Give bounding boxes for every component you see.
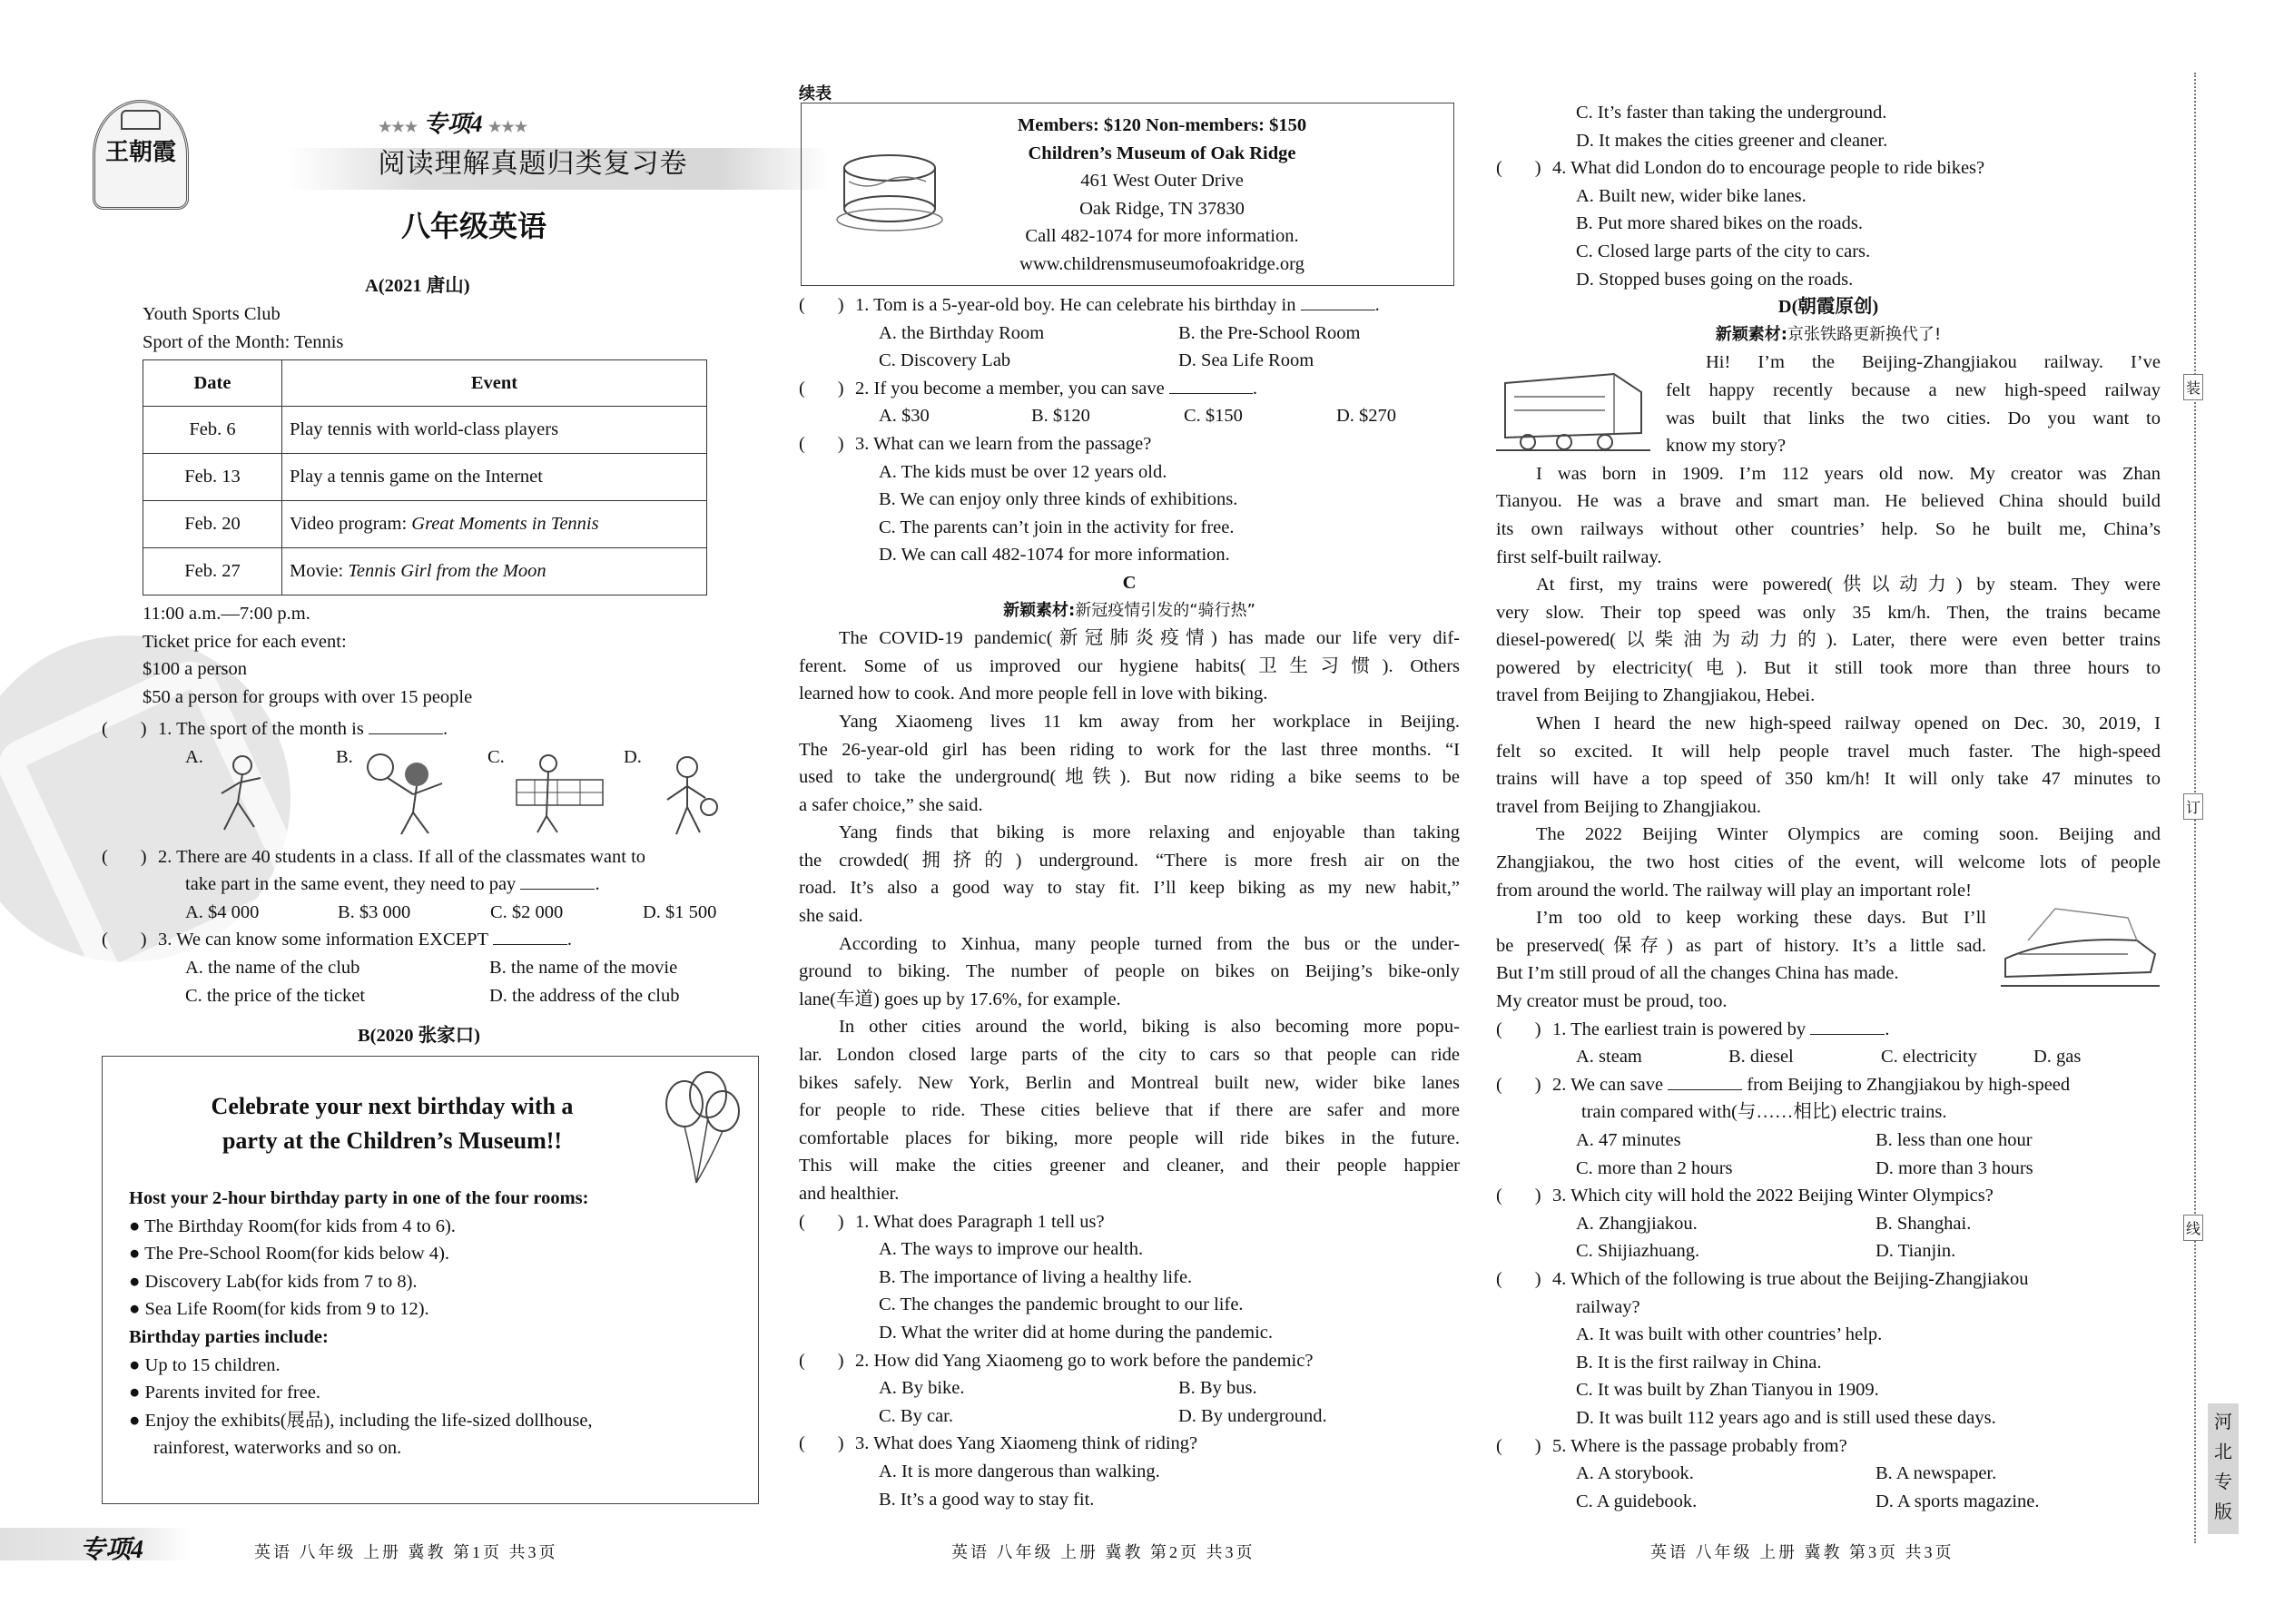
museum-info (926, 112, 1398, 279)
table-cell: Feb. 20 (143, 501, 282, 548)
option: D. It makes the cities greener and cleaner. (1576, 130, 1888, 151)
museum-phone: Call 482-1074 for more information. (1025, 226, 1299, 247)
option-c-label: C. (487, 746, 505, 767)
options: A. the Birthday Room B. the Pre-School Room (879, 322, 1361, 343)
option: A. Built new, wider bike lanes. (1576, 185, 1807, 206)
question-a1: ( ) 1. The sport of the month is . (102, 715, 760, 743)
include-item: ● Enjoy the exhibits(展品), including the life-sized dollhouse, (129, 1410, 593, 1431)
options: A. Zhangjiakou. B. Shanghai. (1576, 1213, 1972, 1234)
table-cell: Feb. 27 (143, 548, 282, 595)
table-header: Date (143, 360, 282, 407)
include-item: ● Parents invited for free. (129, 1383, 321, 1403)
include-item: ● Up to 15 children. (129, 1354, 281, 1375)
passage-c-p1: The COVID-19 pandemic(新冠肺炎疫情) has made our life very dif- ferent. Some of us improved our hygiene habits(卫生习惯). Others learned how to cook. And more people fell in love with biking. (799, 628, 1460, 704)
question-b2: ( ) 2. If you become a member, you can save . (799, 375, 1460, 403)
event-time: 11:00 a.m.—7:00 p.m. (143, 604, 310, 624)
section-c-label: 新颖素材:新冠疫情引发的“骑行热” (1003, 600, 1255, 620)
options: A. $30 B. $120 C. $150 D. $270 (879, 406, 1397, 427)
museum-address: 461 West Outer Drive (1080, 171, 1244, 192)
option: D. We can call 482-1074 for more information. (879, 545, 1230, 566)
answer-bracket[interactable]: ( ) (799, 1433, 844, 1454)
ad-title: Celebrate your next birthday with a party at the Children’s Museum!! (211, 1093, 574, 1154)
table-cell: Movie: Tennis Girl from the Moon (282, 548, 707, 595)
section-d-heading: D(朝霞原创) (1777, 297, 1879, 318)
question-a3-options (102, 954, 760, 982)
option: B. Put more shared bikes on the roads. (1576, 213, 1863, 234)
question-c1: ( ) 1. What does Paragraph 1 tell us? (799, 1208, 1460, 1236)
paper-title: 阅读理解真题归类复习卷 (378, 148, 688, 180)
passage-c-p3: Yang finds that biking is more relaxing and enjoyable than taking the crowded(拥挤的) underground. “There is more fresh air on the road. It’s also a good way to stay fit. I’ll keep biking as my new habit,” she said. (799, 822, 1460, 927)
footer-topic: 专项4 (80, 1536, 144, 1564)
section-d-label: 新颖素材:京张铁路更新换代了! (1715, 324, 1942, 344)
question-d1: ( ) 1. The earliest train is powered by . (1496, 1016, 2161, 1044)
answer-bracket[interactable]: ( ) (799, 1350, 844, 1371)
question-d3: ( ) 3. Which city will hold the 2022 Beijing Winter Olympics? (1496, 1182, 2161, 1210)
host-heading: Host your 2-hour birthday party in one of the four rooms: (129, 1188, 589, 1208)
table-cell: Video program: Great Moments in Tennis (282, 501, 707, 548)
answer-bracket[interactable]: ( ) (102, 930, 147, 950)
answer-bracket[interactable]: ( ) (799, 433, 844, 454)
options: C. A guidebook. D. A sports magazine. (1576, 1491, 2040, 1511)
option: C. It’s faster than taking the underground. (1576, 103, 1887, 123)
room-item: ● Discovery Lab(for kids from 7 to 8). (129, 1271, 418, 1292)
footer-page-1: 英语 八年级 上册 冀教 第1页 共3页 (254, 1543, 558, 1561)
continued-label: 续表 (799, 84, 832, 103)
room-item: ● The Pre-School Room(for kids below 4). (129, 1244, 450, 1265)
question-d4: ( ) 4. Which of the following is true about the Beijing-Zhangjiakou (1496, 1265, 2161, 1294)
options: C. Shijiazhuang. D. Tianjin. (1576, 1241, 1956, 1262)
q1-pictures (102, 743, 760, 843)
option: C. Closed large parts of the city to cars. (1576, 241, 1871, 261)
option: A. The kids must be over 12 years old. (879, 461, 1167, 482)
option: B. The importance of living a healthy life. (879, 1266, 1193, 1287)
option: D. It was built 112 years ago and is still used these days. (1576, 1407, 1996, 1428)
question-a3: ( ) 3. We can know some information EXCEPT . (102, 926, 760, 954)
passage-d-p2: I was born in 1909. I’m 112 years old now. My creator was Zhan Tianyou. He was a brave and smart man. He believed China should build its own railways without other countries’ help. So he built me, China’s first self-built railway. (1496, 463, 2161, 567)
section-a-heading: A(2021 唐山) (365, 276, 470, 296)
binding-mark: 订 (2183, 793, 2203, 820)
high-speed-train-icon (2001, 904, 2160, 1013)
footer-page-3: 英语 八年级 上册 冀教 第3页 共3页 (1650, 1543, 1954, 1561)
passage-d-p3: At first, my trains were powered(供以动力) by steam. They were very slow. Their top speed was only 35 km/h. Then, the trains became diesel-powered(以柴油为动力的). Later, there were even better trains powered by electricity(电). But it still took more than three hours to travel from Beijing to Zhangjiakou, Hebei. (1496, 575, 2161, 706)
answer-bracket[interactable]: ( ) (799, 378, 844, 399)
option: A. $4 000 (185, 901, 260, 922)
options: A. A storybook. B. A newspaper. (1576, 1463, 1997, 1484)
logo-text: 王朝霞 (104, 139, 176, 166)
balloons-icon (655, 1069, 746, 1187)
option: A. The ways to improve our health. (879, 1239, 1144, 1260)
options: A. By bike. B. By bus. (879, 1378, 1257, 1399)
question-d4-cont: railway? (1576, 1296, 1640, 1317)
table-cell: Feb. 13 (143, 454, 282, 501)
options: A. 47 minutes B. less than one hour (1576, 1129, 2033, 1150)
option: C. The changes the pandemic brought to our life. (879, 1294, 1244, 1315)
club-name: Youth Sports Club (143, 304, 281, 324)
answer-bracket[interactable]: ( ) (799, 1211, 844, 1232)
binding-mark: 线 (2183, 1215, 2203, 1241)
answer-bracket[interactable]: ( ) (1496, 1268, 1541, 1289)
option: B. $3 000 (338, 901, 411, 922)
options: C. By car. D. By underground. (879, 1405, 1327, 1426)
topic-label: 专项4 (423, 111, 483, 137)
option: C. It was built by Zhan Tianyou in 1909. (1576, 1380, 1879, 1401)
question-a3-options (102, 982, 760, 1010)
prices-line: Members: $120 Non-members: $150 (1017, 115, 1307, 135)
include-heading: Birthday parties include: (129, 1326, 329, 1347)
answer-bracket[interactable]: ( ) (1496, 158, 1541, 179)
grade-title: 八年级英语 (401, 209, 547, 243)
room-item: ● Sea Life Room(for kids from 9 to 12). (129, 1299, 429, 1320)
volleyball-figure-icon (360, 747, 460, 838)
option: B. the name of the movie (489, 957, 678, 978)
option-b-label: B. (336, 746, 353, 767)
passage-d-p1: Hi! I’m the Beijing-Zhangjiakou railway. I’ve felt happy recently because a new high-speed railway was built that links the two cities. Do you want to know my story? (1496, 349, 2161, 459)
edition-tag: 河 北 专 版 (2208, 1403, 2239, 1534)
option: A. the name of the club (185, 957, 360, 978)
answer-bracket[interactable]: ( ) (799, 295, 844, 315)
include-item-cont: rainforest, waterworks and so on. (153, 1438, 402, 1459)
option: D. What the writer did at home during the pandemic. (879, 1322, 1273, 1343)
ticket-price: $100 a person (143, 659, 248, 680)
question-b1: ( ) 1. Tom is a 5-year-old boy. He can celebrate his birthday in . (799, 291, 1460, 320)
option: B. It is the first railway in China. (1576, 1352, 1822, 1373)
passage-c-p2: Yang Xiaomeng lives 11 km away from her workplace in Beijing. The 26-year-old girl has been riding to work for the last three months. “I used to take the underground(地铁). But now riding a bike seems to be a safer choice,” she said. (799, 711, 1460, 815)
museum-address: Oak Ridge, TN 37830 (1079, 198, 1245, 219)
option: D. Stopped buses going on the roads. (1576, 269, 1854, 290)
publisher-logo (93, 100, 189, 210)
topic-banner: ★★★ 专项4 ★★★ (379, 111, 528, 137)
table-cell: Feb. 6 (143, 407, 282, 454)
section-c-heading: C (1122, 572, 1137, 593)
table-header: Event (282, 360, 707, 407)
option-a-label: A. (185, 746, 203, 767)
museum-website: www.childrensmuseumofoakridge.org (1019, 253, 1305, 274)
answer-bracket[interactable]: ( ) (102, 719, 147, 739)
question-a2-cont: take part in the same event, they need to pay . (185, 874, 600, 895)
events-table (143, 359, 707, 595)
runner-figure-icon (211, 753, 274, 834)
option: C. the price of the ticket (185, 985, 366, 1006)
question-c4: ( ) 4. What did London do to encourage people to ride bikes? (1496, 154, 2161, 182)
passage-c-p4: According to Xinhua, many people turned from the bus or the under- ground to biking. The number of people on bikes on Beijing’s bike-only lane(车道) goes up by 17.6%, for example. (799, 933, 1460, 1009)
passage-d-p5: The 2022 Beijing Winter Olympics are coming soon. Beijing and Zhangjiakou, the two host cities of the event, will welcome lots of people from around the world. The railway will play an important role! (1496, 824, 2161, 901)
question-c2: ( ) 2. How did Yang Xiaomeng go to work before the pandemic? (799, 1347, 1460, 1375)
option: D. the address of the club (489, 985, 680, 1006)
option-d-label: D. (624, 746, 642, 767)
passage-c-p5: In other cities around the world, biking is also becoming more popu- lar. London closed large parts of the city to cars so that people can ride bikes safely. New York, Berlin and Montreal built new, wider bike lanes for people to ride. These cities believe that if there are safer and more comfortable places for biking, more people will ride bikes in the future. This will make the cities greener and cleaner, and their people happier and healthier. (799, 1017, 1460, 1204)
options: C. Discovery Lab D. Sea Life Room (879, 350, 1314, 371)
answer-bracket[interactable]: ( ) (1496, 1186, 1541, 1206)
question-c3: ( ) 3. What does Yang Xiaomeng think of riding? (799, 1430, 1460, 1458)
sport-of-month: Sport of the Month: Tennis (143, 332, 344, 352)
answer-bracket[interactable]: ( ) (1496, 1019, 1541, 1039)
answer-bracket[interactable]: ( ) (1496, 1435, 1541, 1456)
option: B. We can enjoy only three kinds of exhibitions. (879, 489, 1238, 510)
museum-name: Children’s Museum of Oak Ridge (1028, 143, 1296, 163)
question-d2-cont: train compared with(与……相比) electric trains. (1581, 1102, 1947, 1123)
table-cell: Play a tennis game on the Internet (282, 454, 707, 501)
old-train-icon (1496, 356, 1650, 454)
logo-crown-icon (121, 110, 161, 130)
option: C. $2 000 (490, 901, 564, 922)
option: A. It is more dangerous than walking. (879, 1461, 1160, 1481)
passage-d-p6: I’m too old to keep working these days. But I’ll be preserved(保存) as part of history. It’s a little sad. But I’m still proud of all the changes China has made. My creator must be proud, too. (1496, 904, 2161, 1015)
binding-mark: 装 (2183, 374, 2203, 400)
passage-d-p4: When I heard the new high-speed railway opened on Dec. 30, 2019, I felt so excited. It will help people travel much faster. The high-speed trains will have a top speed of 350 km/h! It will only take 47 minutes to travel from Beijing to Zhangjiakou. (1496, 714, 2161, 817)
option: C. The parents can’t join in the activity for free. (879, 517, 1235, 537)
options: C. more than 2 hours D. more than 3 hours (1576, 1157, 2033, 1178)
question-b3: ( ) 3. What can we learn from the passage? (799, 430, 1460, 458)
option: A. It was built with other countries’ help. (1576, 1324, 1883, 1345)
question-a2: ( ) 2. There are 40 students in a class. If all of the classmates want to (102, 843, 760, 871)
room-item: ● The Birthday Room(for kids from 4 to 6). (129, 1216, 456, 1236)
group-price: $50 a person for groups with over 15 people (143, 686, 473, 707)
basketball-figure-icon (651, 754, 724, 836)
option: B. It’s a good way to stay fit. (879, 1489, 1095, 1510)
question-d2: ( ) 2. We can save from Beijing to Zhangjiakou by high-speed (1496, 1071, 2161, 1099)
section-b-heading: B(2020 张家口) (358, 1026, 480, 1046)
table-cell: Play tennis with world-class players (282, 407, 707, 454)
option: D. $1 500 (643, 901, 717, 922)
tennis-figure-icon (512, 753, 612, 834)
question-a2-options (102, 899, 760, 927)
question-d5: ( ) 5. Where is the passage probably from? (1496, 1432, 2161, 1461)
options: A. steam B. diesel C. electricity D. gas (1576, 1047, 2082, 1068)
footer-page-2: 英语 八年级 上册 冀教 第2页 共3页 (951, 1543, 1255, 1561)
ticket-label: Ticket price for each event: (143, 631, 347, 652)
answer-bracket[interactable]: ( ) (102, 846, 147, 867)
answer-bracket[interactable]: ( ) (1496, 1074, 1541, 1095)
